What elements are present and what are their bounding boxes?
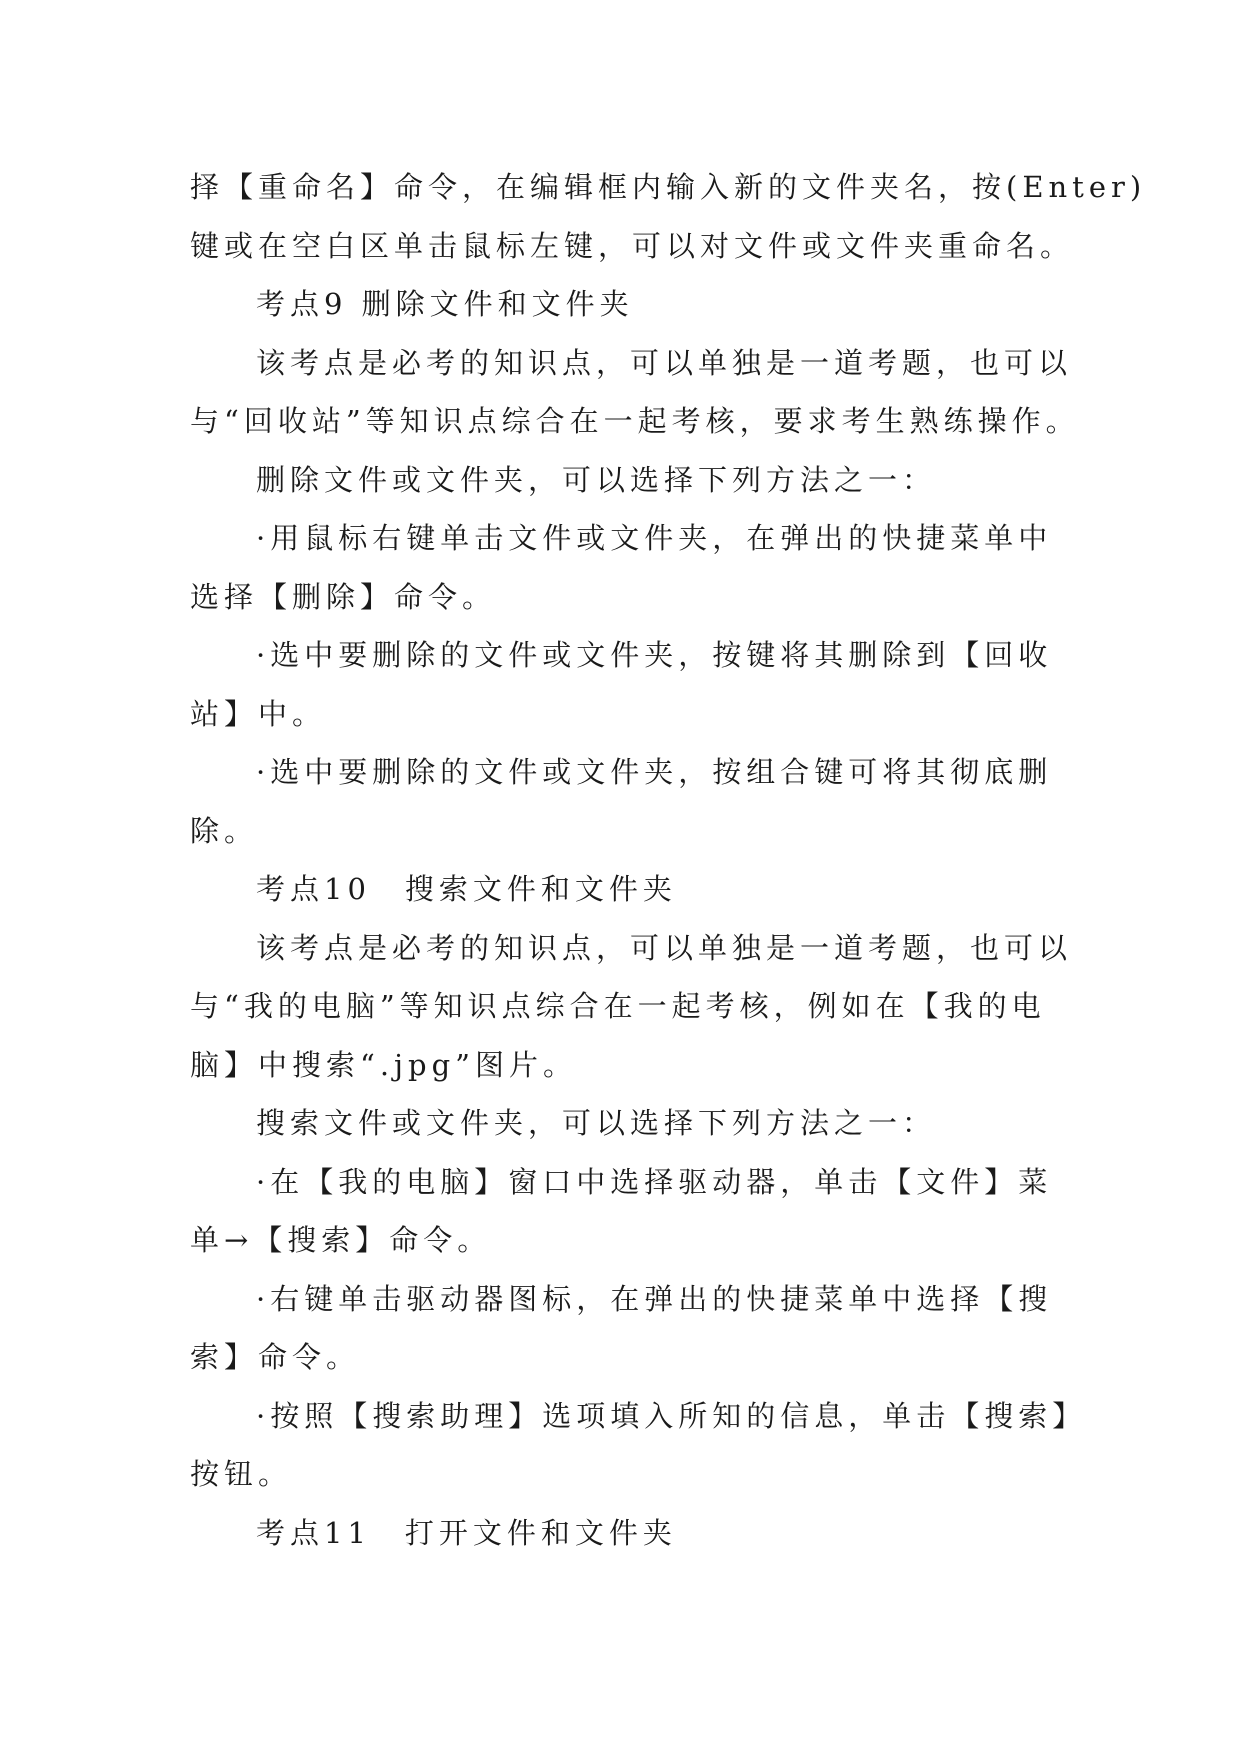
bullet-item: ·右键单击驱动器图标，在弹出的快捷菜单中选择【搜 <box>256 1281 1053 1316</box>
text-line: 删除文件或文件夹，可以选择下列方法之一： <box>256 462 937 497</box>
text-line: 择【重命名】命令，在编辑框内输入新的文件夹名，按(Enter) <box>190 170 1147 204</box>
bullet-item: ·用鼠标右键单击文件或文件夹，在弹出的快捷菜单中 <box>256 521 1053 555</box>
bullet-item: ·选中要删除的文件或文件夹，按键将其删除到【回收 <box>256 638 1053 672</box>
text-line: 按钮。 <box>190 1457 293 1491</box>
text-line: 单→【搜索】命令。 <box>190 1223 492 1257</box>
document-body <box>190 158 1147 1562</box>
text-line: 除。 <box>190 813 259 848</box>
text-line: 站】中。 <box>190 696 327 731</box>
text-line: 与“我的电脑”等知识点综合在一起考核，例如在【我的电 <box>190 989 1046 1023</box>
text-line: 脑】中搜索“.jpg”图片。 <box>190 1047 577 1082</box>
section-heading-9: 考点9 删除文件和文件夹 <box>256 287 634 321</box>
text-line: 搜索文件或文件夹，可以选择下列方法之一： <box>256 1106 937 1140</box>
section-heading-11: 考点11 打开文件和文件夹 <box>256 1515 677 1550</box>
bullet-item: ·在【我的电脑】窗口中选择驱动器，单击【文件】菜 <box>256 1164 1053 1199</box>
bullet-item: ·按照【搜索助理】选项填入所知的信息，单击【搜索】 <box>256 1398 1087 1433</box>
section-heading-10: 考点10 搜索文件和文件夹 <box>256 872 677 906</box>
text-line: 与“回收站”等知识点综合在一起考核，要求考生熟练操作。 <box>190 404 1080 438</box>
text-line: 索】命令。 <box>190 1340 361 1374</box>
text-line: 该考点是必考的知识点，可以单独是一道考题，也可以 <box>256 930 1073 965</box>
text-line: 键或在空白区单击鼠标左键，可以对文件或文件夹重命名。 <box>190 228 1075 263</box>
text-line: 选择【删除】命令。 <box>190 579 497 614</box>
bullet-item: ·选中要删除的文件或文件夹，按组合键可将其彻底删 <box>256 755 1053 789</box>
text-line: 该考点是必考的知识点，可以单独是一道考题，也可以 <box>256 345 1073 380</box>
